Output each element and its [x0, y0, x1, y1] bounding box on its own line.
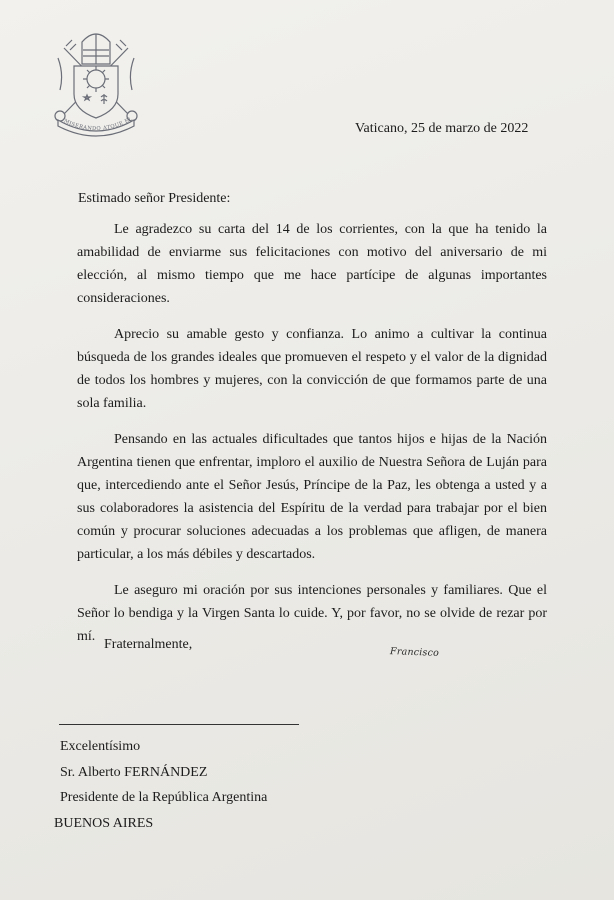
paragraph: Le aseguro mi oración por sus intenciones personales y familiares. Que el Señor lo bendiga y la Virgen Santa lo cuide. Y, por favor, no se olvide de rezar por mí. [77, 583, 547, 644]
paragraph: Le agradezco su carta del 14 de los corrientes, con la que ha tenido la amabilidad de enviarme sus felicitaciones con motivo del aniversario de mi elección, al mismo tiempo que me hace partícipe de algunas importantes consideraciones. [77, 222, 547, 306]
salutation: Estimado señor Presidente: [78, 191, 231, 206]
addressee-block [54, 734, 268, 836]
addressee-title: Excelentísimo [60, 739, 141, 754]
addressee-city: BUENOS AIRES [54, 815, 154, 831]
svg-text:MISERANDO ATQUE ELIGENDO: MISERANDO ATQUE EL [62, 116, 134, 133]
handwritten-signature: Francisco [389, 646, 440, 659]
paragraph: Pensando en las actuales dificultades que tantos hijos e hijas de la Nación Argentina tienen que enfrentar, imploro el auxilio de Nuestra Señora de Luján para que, intercediendo ante el Señor Jesús, Príncipe de la Paz, les obtenga a usted y a sus colaboradores la asistencia del Espíritu de la verdad para trabajar por el bien común y procurar soluciones adecuadas a los problemas que afligen, de manera particular, a los más débiles y descartados. [77, 432, 547, 562]
letter-date: Vaticano, 25 de marzo de 2022 [355, 121, 529, 136]
papal-coat-of-arms-icon [50, 28, 142, 140]
paragraph: Aprecio su amable gesto y confianza. Lo animo a cultivar la continua búsqueda de los grandes ideales que promueven el respeto y el valor de la dignidad de todos los hombres y mujeres, con la convicción de que formamos parte de una sola familia. [77, 327, 547, 411]
separator-rule [59, 724, 299, 725]
closing: Fraternalmente, [104, 637, 193, 652]
addressee-name: Sr. Alberto FERNÁNDEZ [60, 764, 208, 780]
addressee-position: Presidente de la República Argentina [60, 790, 268, 805]
letter-body [77, 218, 547, 661]
